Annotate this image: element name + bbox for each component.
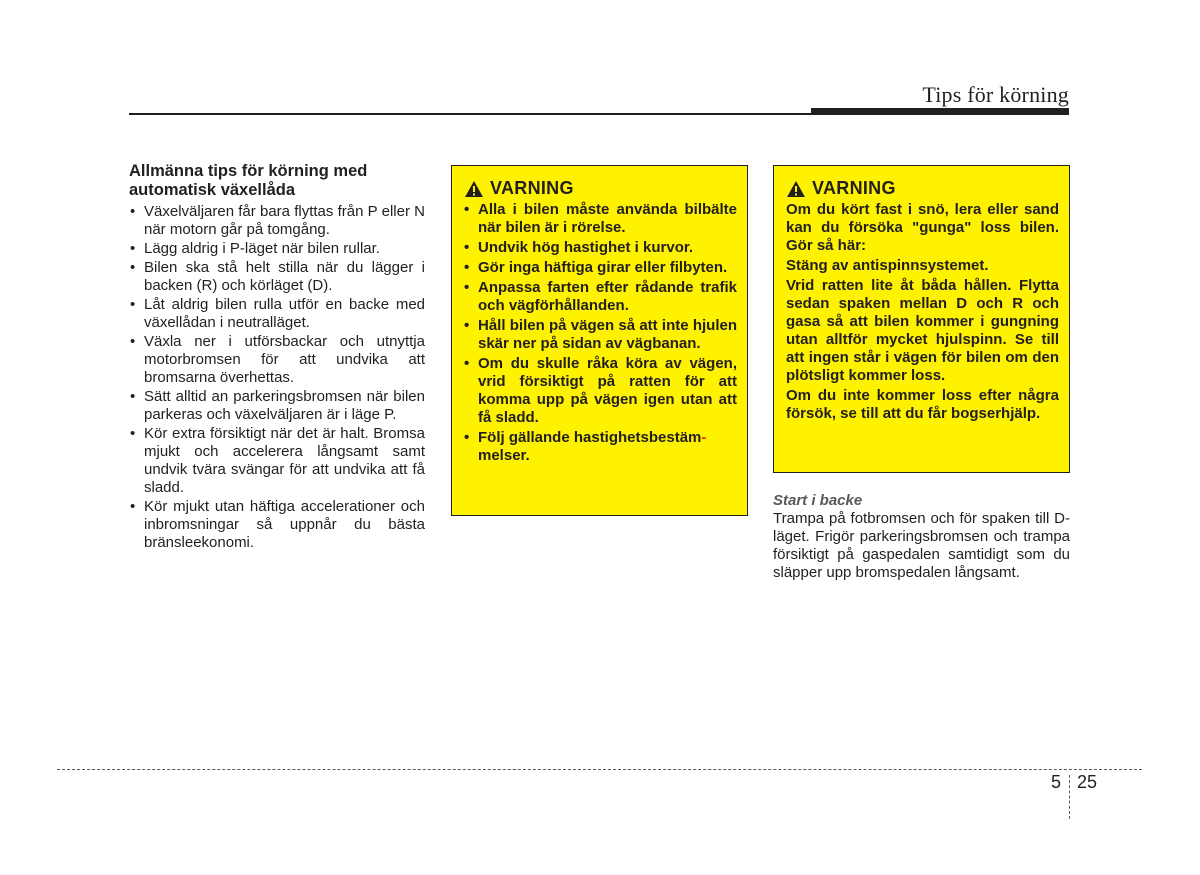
warning-triangle-icon <box>786 180 806 198</box>
warning-list <box>464 201 737 465</box>
section-title: Start i backe <box>773 492 863 509</box>
page-number-separator <box>1069 775 1070 819</box>
list-item: • Alla i bilen måste använda bilbälte när bilen är i rörelse. <box>464 201 737 237</box>
list-item: • Håll bilen på vägen så att inte hjulen skär ner på sidan av vägbanan. <box>464 317 737 353</box>
warning-triangle-icon <box>464 180 484 198</box>
hill-start-section <box>773 492 1070 582</box>
chapter-number: 5 <box>1051 772 1062 792</box>
list-item: • Växla ner i utförsbackar och utnyttja motorbromsen för att undvika att bromsarna överhettas. <box>129 333 425 387</box>
list-item: • Om du skulle råka köra av vägen, vrid försiktigt på ratten för att komma upp på vägen igen utan att få sladd. <box>464 355 737 427</box>
hyphen-mark: - <box>701 429 707 446</box>
page-number: 25 <box>1077 772 1098 792</box>
list-item: • Låt aldrig bilen rulla utför en backe med växellådan i neutralläget. <box>129 296 425 332</box>
warning-header <box>464 178 737 199</box>
list-item: • Undvik hög hastighet i kurvor. <box>464 239 737 257</box>
list-item: • Bilen ska stå helt stilla när du lägger i backen (R) och körläget (D). <box>129 259 425 295</box>
warning-paragraph: Stäng av antispinnsystemet. <box>786 257 989 274</box>
list-item: • Anpassa farten efter rådande trafik och vägförhållanden. <box>464 279 737 315</box>
list-item: • Kör mjukt utan häftiga accelerationer och inbromsningar så uppnår du bästa bränsleekonomi. <box>129 498 425 552</box>
list-item: • Lägg aldrig i P-läget när bilen rullar. <box>129 240 425 258</box>
list-item-text: melser. <box>478 447 530 464</box>
warning-header <box>786 178 1059 199</box>
section-text: Trampa på fotbromsen och för spaken till D-läget. Frigör parkeringsbromsen och trampa försiktigt på gaspedalen samtidigt som du släpper upp bromspedalen långsamt. <box>773 510 1070 581</box>
list-item: • Sätt alltid an parkeringsbromsen när bilen parkeras och växelväljaren är i läge P. <box>129 388 425 424</box>
footer-rule <box>57 769 1142 770</box>
general-tips-section <box>129 162 425 553</box>
list-item: • Kör extra försiktigt när det är halt. Bromsa mjukt och accelerera långsamt samt undvik tvära svängar för att undvika att få sladd. <box>129 425 425 497</box>
section-title: Allmänna tips för körning med automatisk växellåda <box>129 162 368 199</box>
list-item: • Gör inga häftiga girar eller filbyten. <box>464 259 737 277</box>
warning-paragraph: Om du kört fast i snö, lera eller sand kan du försöka "gunga" loss bilen. Gör så här: <box>786 201 1059 254</box>
page-header-title: Tips för körning <box>922 82 1069 107</box>
list-item: • Växelväljaren får bara flyttas från P eller N när motorn går på tomgång. <box>129 203 425 239</box>
list-item <box>464 429 737 465</box>
warning-paragraph: Om du inte kommer loss efter några försök, se till att du får bogserhjälp. <box>786 387 1059 422</box>
warning-box-stuck <box>773 165 1070 473</box>
warning-paragraph: Vrid ratten lite åt båda hållen. Flytta sedan spaken mellan D och R och gasa så att bilen kommer i gungning utan alltför mycket hjulspinn. Se till att ingen står i vägen för bilen om den plötsligt kommer loss. <box>786 277 1059 384</box>
header-rule-accent <box>811 108 1069 115</box>
warning-box-driving <box>451 165 748 516</box>
warning-title: VARNING <box>490 178 574 198</box>
list-item-text: Följ gällande hastighetsbestäm <box>478 429 702 446</box>
warning-title: VARNING <box>812 178 896 198</box>
tips-list <box>129 203 425 552</box>
